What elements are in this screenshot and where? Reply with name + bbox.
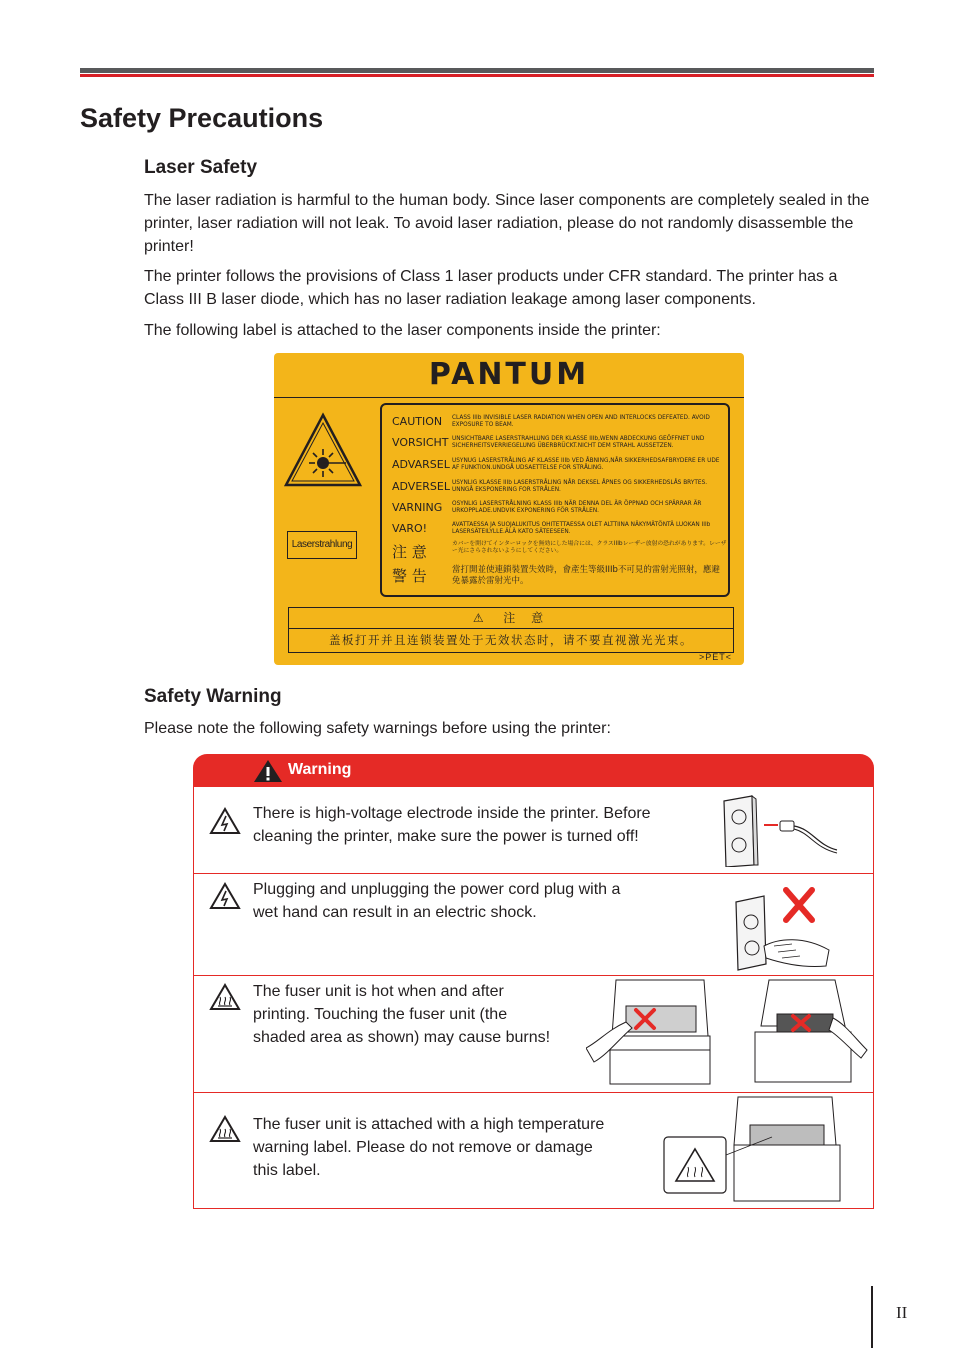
page-number-rule bbox=[871, 1286, 873, 1348]
laserstrahlung-tag: Laserstrahlung bbox=[287, 531, 357, 559]
warning-row bbox=[193, 874, 874, 976]
laser-paragraph-1: The laser radiation is harmful to the human body. Since laser components are completely sealed in the printer, laser radiation will not leak. To avoid laser radiation, please do not randomly disassemble the printer! bbox=[144, 192, 870, 255]
high-voltage-icon bbox=[209, 882, 241, 910]
warning-row bbox=[193, 787, 874, 874]
label-warning-box: CAUTION CLASS IIIb INVISIBLE LASER RADIATION WHEN OPEN AND INTERLOCKS DEFEATED. AVOID EXPOSURE TO BEAM. VORSICHT UNSICHTBARE LASERSTRAHLUNG DER KLASSE IIIb,WENN ABDECKUNG GEÖFFNET UND SICHERHEITSVERRIEGELUNG ÜBERBRÜCKT.NICHT DEM STRAHL AUSSETZEN. ADVARSEL USYNUG LASERSTRÅLING AF KLASSE IIIb VED ÅBNING,NÅR SIKKERHEDSAFBRYDERE ER UDE AF FUNKTION.UNDGÅ UDSAETTELSE FOR STRÅLING. ADVERSEL USYNLIG KLASSE IIIb LASERSTRÅLING NÅR DEKSEL ÅPNES OG SIKKERHEDSLÅS BRYTES. UNNGÅ EKSPONERING FOR STRÅLEN. VARNING OSYNLIG LASERSTRÅLNING KLASS IIIb NÄR DENNA DEL ÄR ÖPPNAD OCH SPÄRRAR ÄR URKOPPLADE.UNDVIK EXPONERING FÖR STRÅLEN. VARO! AVATTAESSA JA SUOJALUKITUS OHITETTAESSA OLET ALTTIINA NÄKYMÄTÖNTÄ LUOKAN IIIb LASERSÄTEILYLLE.ÄLÄ KATO SÄTEESEEN. 注 意 カバーを開けてインターロックを無効にした場合には、クラスIIIbレーザー放射の恐れがあります。レーザー光にさらされないようにしてください。 警 告 當打開並使連鎖裝置失效時，會產生等級IIIb不可見的雷射光照射，應避免暴露於雷射光中。 bbox=[380, 403, 730, 597]
safety-intro: Please note the following safety warnings before using the printer: bbox=[144, 720, 611, 737]
fuser-printer-image-front bbox=[586, 978, 714, 1088]
brand-logo: PANTUM bbox=[428, 357, 590, 392]
hot-surface-icon bbox=[209, 1115, 241, 1143]
chinese-caution-box: ⚠ 注 意 盖板打开并且连锁装置处于无效状态时，请不要直视激光光束。 bbox=[288, 607, 734, 653]
laser-hazard-icon bbox=[282, 411, 364, 491]
laser-paragraph-3: The following label is attached to the laser components inside the printer: bbox=[144, 322, 661, 339]
warning-text: The fuser unit is attached with a high temperature warning label. Please do not remove or damage this label. bbox=[253, 1116, 605, 1179]
header-rule bbox=[80, 68, 874, 77]
warning-row bbox=[193, 976, 874, 1093]
warning-row bbox=[193, 1093, 874, 1209]
laser-warning-label bbox=[274, 353, 744, 665]
wet-hand-plug-image bbox=[734, 886, 834, 974]
warning-text: There is high-voltage electrode inside the printer. Before cleaning the printer, make sure the power is turned off! bbox=[253, 805, 651, 845]
safety-warning-heading: Safety Warning bbox=[144, 686, 282, 707]
laser-safety-heading: Laser Safety bbox=[144, 157, 258, 178]
page-title: Safety Precautions bbox=[80, 103, 324, 133]
hot-surface-icon bbox=[209, 983, 241, 1011]
warning-text: Plugging and unplugging the power cord plug with a wet hand can result in an electric shock. bbox=[253, 881, 621, 921]
warning-icon bbox=[253, 759, 283, 783]
page-number: II bbox=[896, 1303, 908, 1322]
warning-table bbox=[193, 754, 874, 1209]
high-voltage-icon bbox=[209, 807, 241, 835]
warning-text: The fuser unit is hot when and after printing. Touching the fuser unit (the shaded area as shown) may cause burns! bbox=[253, 983, 551, 1046]
laser-paragraph-2: The printer follows the provisions of Class 1 laser products under CFR standard. The printer has a Class III B laser diode, which has no laser radiation leakage among laser components. bbox=[144, 268, 838, 308]
unplugged-outlet-image bbox=[722, 795, 842, 867]
pet-mark: >PET< bbox=[698, 652, 732, 662]
fuser-label-image bbox=[662, 1095, 842, 1205]
fuser-printer-image-top bbox=[749, 978, 871, 1088]
warning-table-header: Warning bbox=[193, 754, 874, 787]
